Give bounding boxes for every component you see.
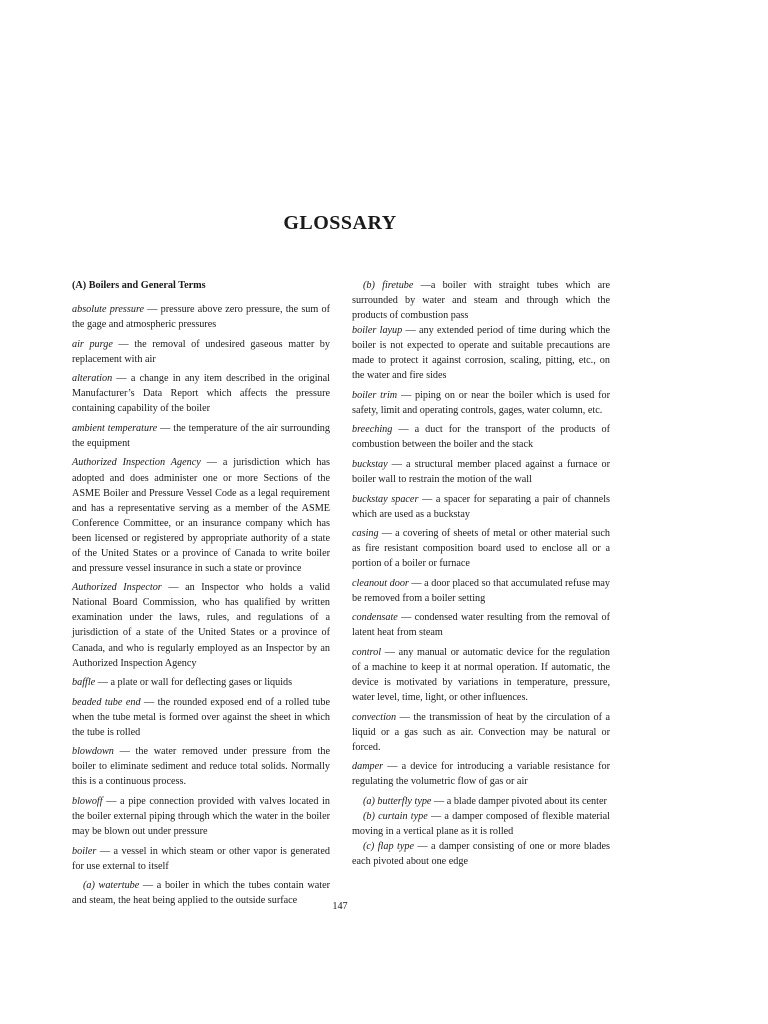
glossary-term: absolute pressure [72,304,145,316]
glossary-term: beaded tube end [72,696,141,708]
glossary-definition: — a damper composed of flexible material moving in a vertical plane as it is rolled [352,811,610,838]
glossary-definition: — an Inspector who holds a valid National Board Commission, who has qualified by written examination under the laws, rules, and regulations of a jurisdiction of a state of the United States or a province of Canada, and who is regularly employed as an Inspector by an Authorized Inspection Agency [72,582,330,669]
left-column [72,278,330,908]
glossary-entry [352,576,610,606]
glossary-definition: — the water removed under pressure from the boiler to eliminate sediment and reduce total solids. Normally this is a continuous process. [72,746,330,788]
glossary-entry [352,492,610,522]
glossary-entry [352,388,610,418]
glossary-term: air purge [72,338,113,350]
glossary-term: boiler trim [352,389,398,401]
glossary-entry [352,839,610,869]
glossary-term: breeching [352,424,393,436]
glossary-term: cleanout door [352,577,409,589]
page-title: GLOSSARY [283,212,397,234]
glossary-term: casing [352,528,379,540]
glossary-definition: — a covering of sheets of metal or other material such as fire resistant composition board used to enclose all or a portion of a boiler or furnace [352,528,610,570]
glossary-entry [352,759,610,789]
glossary-definition: — the rounded exposed end of a rolled tube when the tube metal is formed over against the sheet in which the tube is rolled [72,696,330,738]
glossary-entry [352,278,610,323]
left-entries [72,302,330,908]
glossary-term: Authorized Inspection Agency [72,457,201,469]
glossary-term: (a) watertube [83,880,140,892]
glossary-term: (b) firetube [363,280,414,291]
glossary-term: boiler layup [352,325,403,337]
glossary-entry [352,422,610,452]
glossary-entry [72,337,330,367]
glossary-term: damper [352,761,384,773]
right-entries [352,278,610,869]
glossary-entry [72,794,330,839]
glossary-term: condensate [352,612,398,624]
glossary-entry [352,645,610,705]
glossary-entry [72,455,330,575]
glossary-entry [352,794,610,809]
glossary-entry [352,526,610,571]
glossary-term: blowoff [72,795,103,807]
glossary-entry [72,744,330,789]
glossary-entry [72,844,330,874]
glossary-definition: — the removal of undesired gaseous matter by replacement with air [72,338,330,365]
glossary-entry [352,610,610,640]
glossary-term: buckstay [352,459,388,471]
glossary-definition: — a duct for the transport of the products of combustion between the boiler and the stack [352,424,610,451]
glossary-definition: — a spacer for separating a pair of channels which are used as a buckstay [352,493,610,520]
glossary-entry [72,675,330,690]
glossary-definition: — the transmission of heat by the circulation of a liquid or a gas such as air. Convection may be natural or forced. [352,711,610,753]
glossary-definition: — a change in any item described in the original Manufacturer’s Data Report which affects the pressure containing capability of the boiler [72,373,330,415]
glossary-term: (b) curtain type [363,811,428,822]
glossary-entry [72,695,330,740]
glossary-definition: — a structural member placed against a furnace or boiler wall to restrain the motion of the wall [352,459,610,486]
glossary-definition: — any manual or automatic device for the regulation of a machine to keep it at normal operation. If automatic, the device is motivated by variations in temperature, pressure, water level, time, light, or other influences. [352,647,610,704]
section-heading: (A) Boilers and General Terms [72,280,206,291]
glossary-term: blowdown [72,746,114,758]
glossary-definition: — a boiler in which the tubes contain water and steam, the heat being applied to the outside surface [72,880,330,907]
glossary-definition: — pressure above zero pressure, the sum of the gage and atmospheric pressures [72,304,330,331]
glossary-definition: — a damper consisting of one or more blades each pivoted about one edge [352,841,611,868]
glossary-definition: — a door placed so that accumulated refuse may be removed from a boiler setting [352,577,610,604]
glossary-term: (a) butterfly type [363,795,432,807]
glossary-definition: —a boiler with straight tubes which are surrounded by water and steam and through which the products of combustion pass [352,280,610,322]
glossary-term: ambient temperature [72,422,158,434]
glossary-term: (c) flap type [363,841,414,853]
glossary-definition: — the temperature of the air surrounding the equipment [72,422,330,449]
glossary-definition: — a plate or wall for deflecting gases or liquids [95,677,293,689]
glossary-entry [72,302,330,332]
page-number: 147 [332,901,348,912]
glossary-entry [352,457,610,487]
glossary-definition: — condensed water resulting from the removal of latent heat from steam [352,612,610,639]
glossary-entry [72,580,330,670]
glossary-definition: — a blade damper pivoted about its center [431,795,607,807]
glossary-term: convection [352,711,397,723]
glossary-definition: — a device for introducing a variable resistance for regulating the volumetric flow of gas or air [352,761,610,788]
glossary-term: control [352,647,382,659]
glossary-entry [72,371,330,416]
glossary-term: baffle [72,677,96,689]
right-column [352,278,610,869]
glossary-entry [352,809,610,839]
glossary-term: boiler [72,845,97,857]
glossary-definition: — a vessel in which steam or other vapor is generated for use external to itself [72,845,330,872]
glossary-term: alteration [72,373,113,385]
glossary-definition: — a pipe connection provided with valves located in the boiler external piping through which the water in the boiler may be blown out under pressure [72,795,330,838]
glossary-entry [72,421,330,451]
glossary-definition: — any extended period of time during which the boiler is not expected to operate and suitable precautions are made to protect it against corrosion, scaling, pitting, etc., on the water and fire sides [352,325,610,382]
glossary-entry [352,323,610,383]
glossary-definition: — a jurisdiction which has adopted and does administer one or more Sections of the ASME Boiler and Pressure Vessel Code as a legal requirement and has a representative serving as a member of the ASME Conference Committee, or an insurance company which has been licensed or registered by appropriate authority of a state of the United States or a province of Canada to write boiler and pressure vessel insurance in such a state or province [72,457,331,574]
glossary-term: Authorized Inspector [72,582,162,594]
glossary-entry [352,710,610,755]
glossary-term: buckstay spacer [352,493,419,505]
glossary-definition: — piping on or near the boiler which is used for safety, limit and operating controls, gages, water column, etc. [352,389,610,416]
